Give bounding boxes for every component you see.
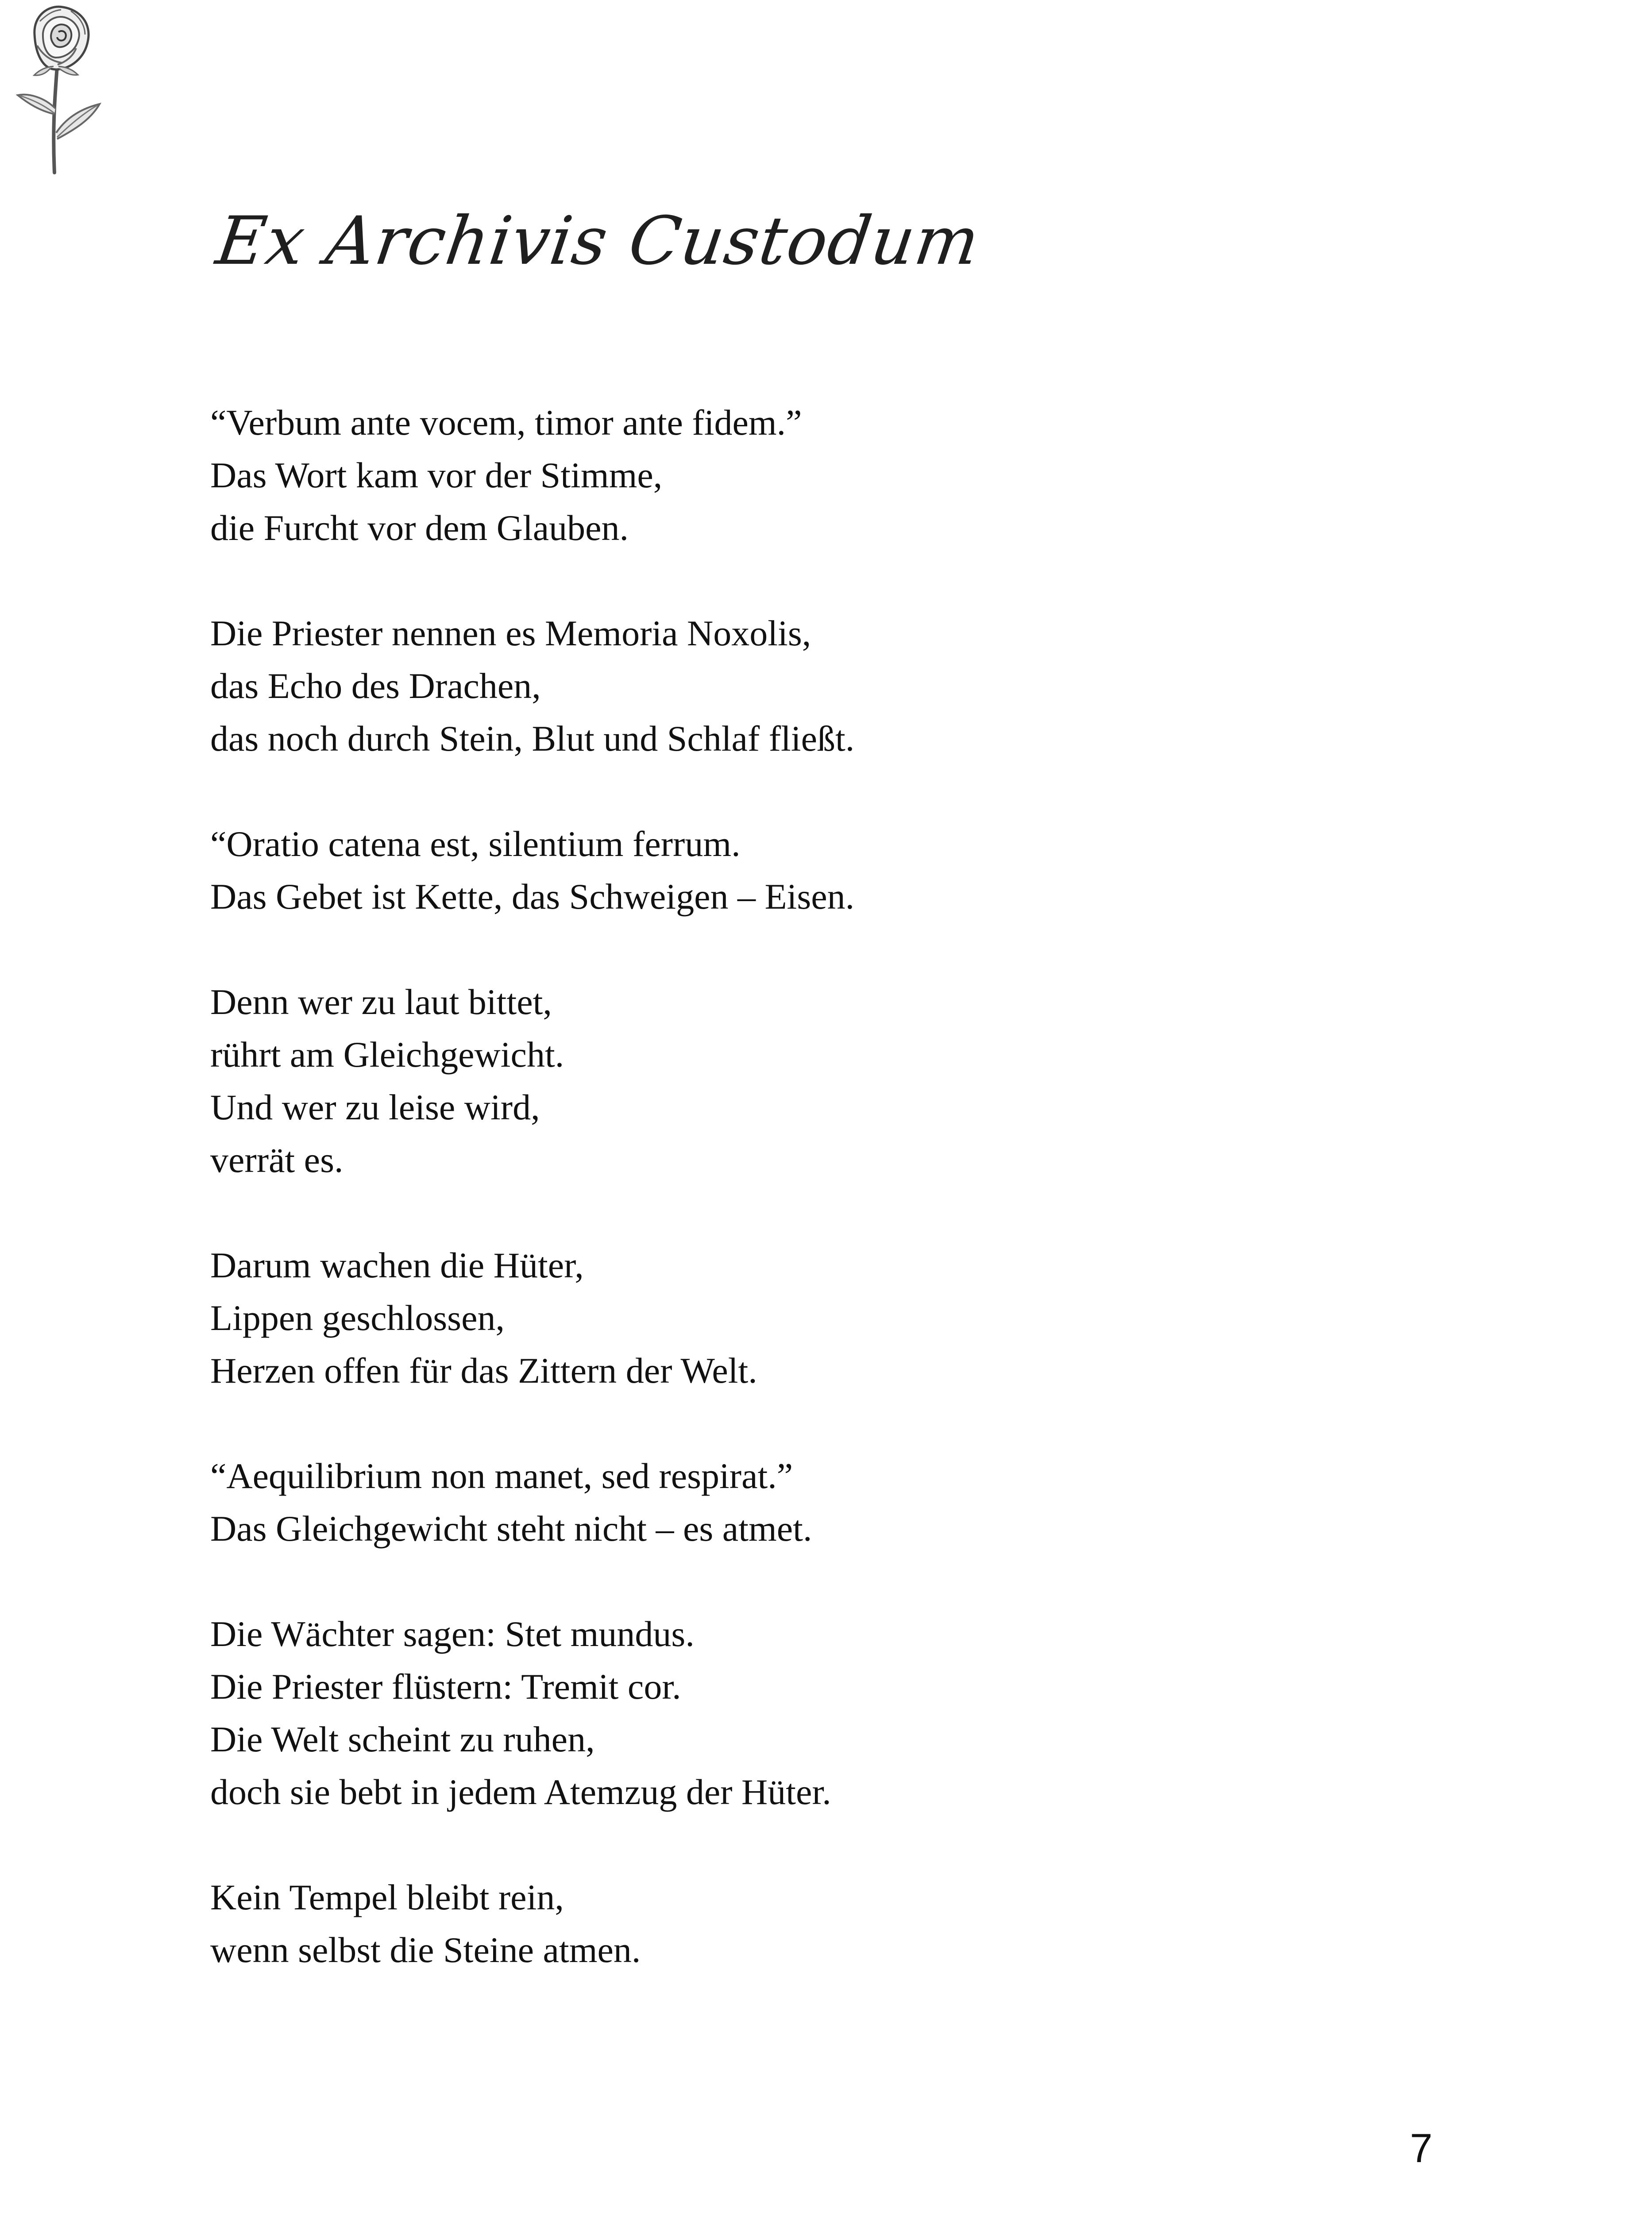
page-number: 7 xyxy=(1410,2126,1433,2171)
stanza xyxy=(210,1239,1361,1397)
rose-icon xyxy=(9,0,106,177)
page-title: Ex Archivis Custodum xyxy=(212,203,985,280)
poem-line: Das Gleichgewicht steht nicht – es atmet. xyxy=(210,1508,812,1549)
poem-line: verrät es. xyxy=(210,1140,344,1180)
poem-line: Herzen offen für das Zittern der Welt. xyxy=(210,1350,757,1391)
stanza xyxy=(210,396,1361,554)
poem-line: Und wer zu leise wird, xyxy=(210,1087,540,1127)
stanza xyxy=(210,817,1361,923)
poem-line: das Echo des Drachen, xyxy=(210,666,541,706)
poem-line: rührt am Gleichgewicht. xyxy=(210,1034,564,1075)
poem-line: “Oratio catena est, silentium ferrum. xyxy=(210,824,741,864)
poem-line: Kein Tempel bleibt rein, xyxy=(210,1877,564,1917)
poem-line: Die Wächter sagen: Stet mundus. xyxy=(210,1614,695,1654)
stanza xyxy=(210,1450,1361,1555)
poem-line: Die Welt scheint zu ruhen, xyxy=(210,1719,595,1759)
stanza xyxy=(210,1871,1361,1976)
poem-line: “Aequilibrium non manet, sed respirat.” xyxy=(210,1456,793,1496)
poem-line: Die Priester flüstern: Tremit cor. xyxy=(210,1666,681,1707)
stanza xyxy=(210,1608,1361,1818)
poem-line: Das Wort kam vor der Stimme, xyxy=(210,455,663,495)
stanza xyxy=(210,975,1361,1186)
poem-line: Die Priester nennen es Memoria Noxolis, xyxy=(210,613,811,653)
poem-line: wenn selbst die Steine atmen. xyxy=(210,1930,641,1970)
poem-line: doch sie bebt in jedem Atemzug der Hüter. xyxy=(210,1772,831,1812)
poem-line: Das Gebet ist Kette, das Schweigen – Eisen. xyxy=(210,876,855,917)
poem-body xyxy=(210,396,1361,2029)
poem-line: “Verbum ante vocem, timor ante fidem.” xyxy=(210,402,802,443)
poem-line: Denn wer zu laut bittet, xyxy=(210,982,552,1022)
poem-line: Darum wachen die Hüter, xyxy=(210,1245,584,1285)
poem-line: das noch durch Stein, Blut und Schlaf fließt. xyxy=(210,718,855,759)
stanza xyxy=(210,607,1361,765)
poem-line: Lippen geschlossen, xyxy=(210,1298,505,1338)
poem-line: die Furcht vor dem Glauben. xyxy=(210,508,629,548)
